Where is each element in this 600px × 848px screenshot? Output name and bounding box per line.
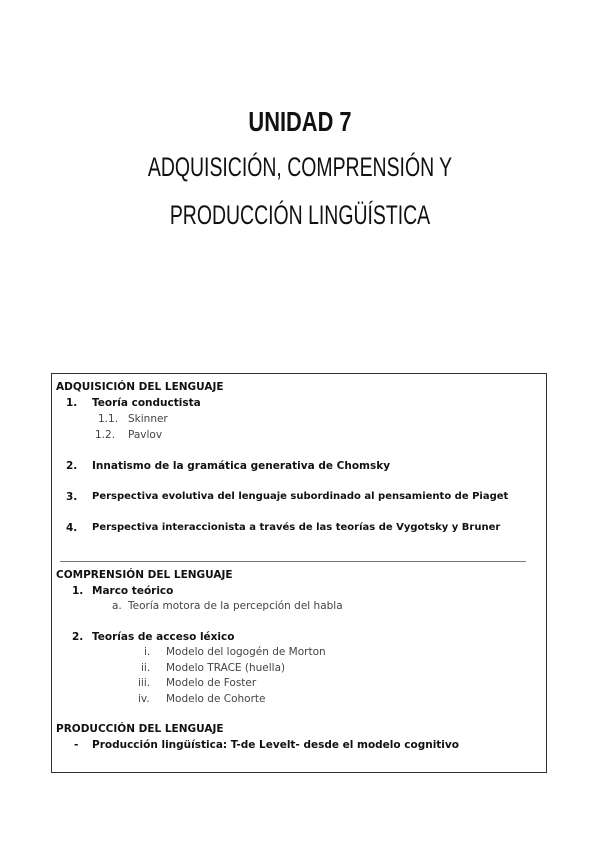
subitem-number: 1.1. xyxy=(98,413,119,425)
subitem-label: Modelo de Foster xyxy=(166,677,257,689)
item-number: 4. xyxy=(66,522,78,534)
item-label: Marco teórico xyxy=(92,585,174,597)
subitem-label: Modelo de Cohorte xyxy=(166,693,266,705)
contents-box xyxy=(51,373,547,773)
item-label: Perspectiva interaccionista a través de las teorías de Vygotsky y Bruner xyxy=(92,522,501,533)
subitem-label: Modelo del logogén de Morton xyxy=(166,646,326,658)
subitem-number: iii. xyxy=(138,677,151,689)
item-bullet: - xyxy=(74,739,79,751)
subitem-label: Teoría motora de la percepción del habla xyxy=(128,600,343,612)
section-heading-adquisicion: ADQUISICIÓN DEL LENGUAJE xyxy=(56,381,224,393)
subtitle-line-1: ADQUISICIÓN, COMPRENSIÓN Y xyxy=(147,152,453,182)
item-label: Teoría conductista xyxy=(92,397,201,409)
subitem-number: iv. xyxy=(138,693,150,705)
unit-title: UNIDAD 7 xyxy=(248,106,352,137)
item-label: Teorías de acceso léxico xyxy=(92,631,235,643)
divider xyxy=(60,561,526,562)
subitem-number: a. xyxy=(112,600,122,612)
subitem-number: 1.2. xyxy=(95,429,116,441)
subitem-number: i. xyxy=(144,646,151,658)
subtitle-line-2: PRODUCCIÓN LINGÜÍSTICA xyxy=(169,200,431,230)
item-number: 2. xyxy=(66,460,78,472)
subitem-label: Skinner xyxy=(128,413,168,425)
item-number: 1. xyxy=(66,397,78,409)
section-heading-comprension: COMPRENSIÓN DEL LENGUAJE xyxy=(56,569,233,581)
item-label: Perspectiva evolutiva del lenguaje subordinado al pensamiento de Piaget xyxy=(92,491,509,502)
item-number: 2. xyxy=(72,631,84,643)
subitem-label: Pavlov xyxy=(128,429,163,441)
item-label: Producción lingüística: T-de Levelt- desde el modelo cognitivo xyxy=(92,739,459,751)
item-number: 1. xyxy=(72,585,84,597)
subitem-label: Modelo TRACE (huella) xyxy=(166,662,286,674)
subitem-number: ii. xyxy=(141,662,151,674)
section-heading-produccion: PRODUCCIÓN DEL LENGUAJE xyxy=(56,723,224,735)
item-label: Innatismo de la gramática generativa de Chomsky xyxy=(92,460,391,472)
item-number: 3. xyxy=(66,491,78,503)
